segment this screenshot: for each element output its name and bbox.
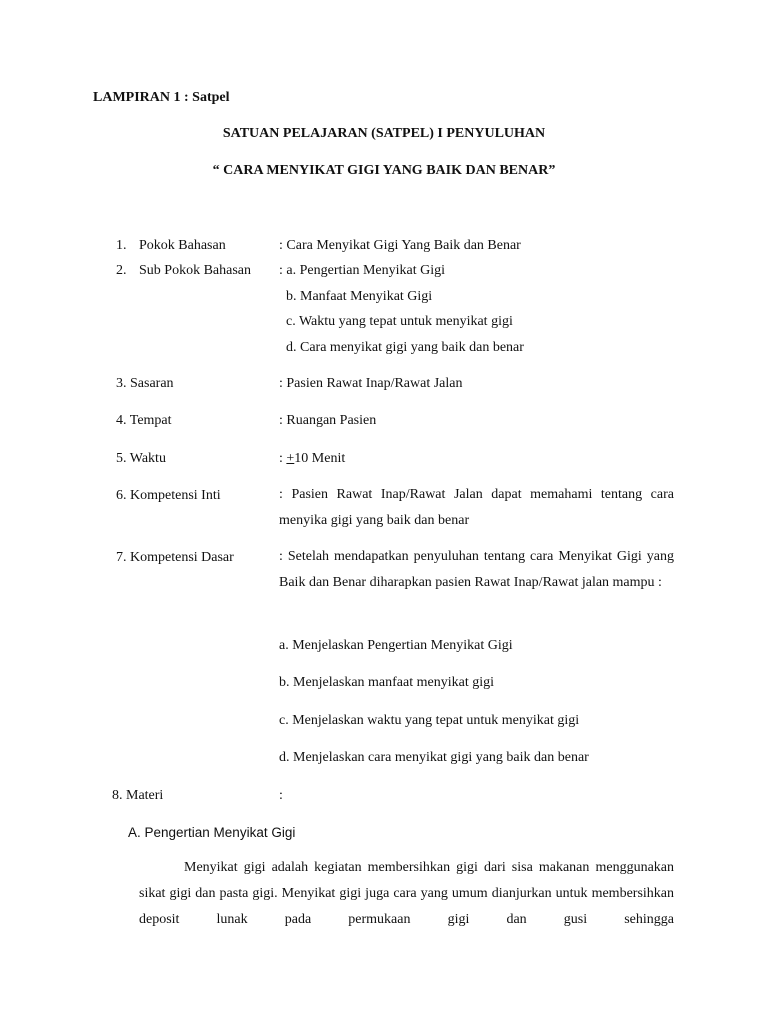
item-number: 6.: [116, 488, 127, 503]
tempat-label: 4. Tempat: [116, 413, 172, 428]
plus-minus-symbol: +: [286, 451, 295, 466]
sub-pokok-bahasan-label: Sub Pokok Bahasan: [139, 263, 251, 278]
sasaran-value: : Pasien Rawat Inap/Rawat Jalan: [279, 376, 463, 391]
materi-section-heading: A. Pengertian Menyikat Gigi: [128, 825, 296, 840]
sasaran-label: Sasaran: [130, 376, 174, 391]
lampiran-label: LAMPIRAN 1 : Satpel: [93, 90, 230, 105]
tempat-value: : Ruangan Pasien: [279, 413, 377, 428]
item-number: 3.: [116, 376, 127, 391]
waktu-prefix: :: [279, 451, 287, 466]
kompetensi-dasar-item: b. Menjelaskan manfaat menyikat gigi: [279, 675, 494, 690]
document-title: SATUAN PELAJARAN (SATPEL) I PENYULUHAN: [222, 126, 546, 141]
materi-paragraph: Menyikat gigi adalah kegiatan membersihkan gigi dari sisa makanan menggunakan sikat gigi dan pasta gigi. Menyikat gigi juga cara yang umum dianjurkan untuk membersihkan deposit lunak pada permukaan gigi dan gusi sehingga: [139, 860, 674, 927]
kompetensi-dasar-item: a. Menjelaskan Pengertian Menyikat Gigi: [279, 638, 513, 653]
waktu-value: [279, 450, 345, 467]
kompetensi-dasar-label: 7. Kompetensi Dasar: [116, 550, 234, 565]
sub-pokok-item: b. Manfaat Menyikat Gigi: [286, 289, 433, 304]
waktu-label: 5. Waktu: [116, 451, 166, 466]
pokok-bahasan-label: Pokok Bahasan: [139, 238, 226, 253]
kompetensi-dasar-item: c. Menjelaskan waktu yang tepat untuk menyikat gigi: [279, 713, 580, 728]
waktu-duration: 10 Menit: [294, 451, 346, 466]
sub-pokok-item: c. Waktu yang tepat untuk menyikat gigi: [286, 314, 513, 329]
kompetensi-inti-label: Kompetensi Inti: [130, 488, 221, 503]
pokok-bahasan-value: : Cara Menyikat Gigi Yang Baik dan Benar: [279, 238, 521, 253]
sub-pokok-item: d. Cara menyikat gigi yang baik dan benar: [286, 340, 524, 355]
sub-pokok-bahasan-value: : a. Pengertian Menyikat Gigi: [279, 263, 446, 278]
kompetensi-inti-value: : Pasien Rawat Inap/Rawat Jalan dapat memahami tentang cara menyika gigi yang baik dan benar: [279, 487, 674, 528]
document-subtitle: “ CARA MENYIKAT GIGI YANG BAIK DAN BENAR”: [212, 163, 556, 178]
materi-value: :: [279, 788, 283, 803]
item-number: 1.: [116, 238, 127, 253]
item-number: 2.: [116, 263, 127, 278]
kompetensi-dasar-item: d. Menjelaskan cara menyikat gigi yang baik dan benar: [279, 750, 589, 765]
kompetensi-dasar-value: : Setelah mendapatkan penyuluhan tentang cara Menyikat Gigi yang Baik dan Benar diharapkan pasien Rawat Inap/Rawat jalan mampu :: [279, 549, 674, 590]
materi-label: 8. Materi: [112, 788, 164, 803]
